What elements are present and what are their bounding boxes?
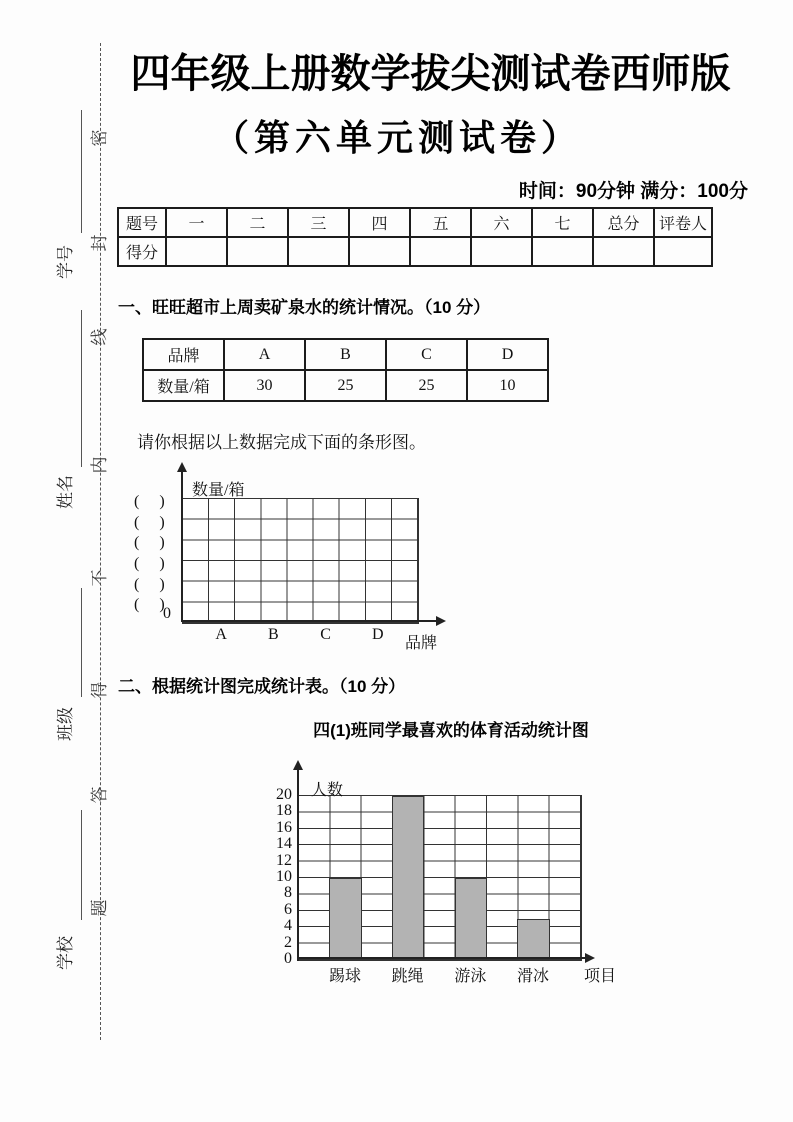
score-table (117, 207, 793, 267)
score-header-cell: 五 (410, 208, 471, 237)
chart1-ytick-placeholder: ( ) (134, 493, 167, 510)
score-table-header-row (118, 208, 793, 237)
score-input-cell (532, 237, 593, 266)
chart2-y-axis-label: 人数 (311, 782, 344, 799)
score-row-label-cell: 得分 (118, 237, 166, 266)
q1-table-quantity-row (143, 370, 548, 401)
q1-cell: 数量/箱 (143, 370, 224, 401)
chart1-x-arrow-icon (436, 616, 446, 626)
chart2-bar-2 (455, 878, 487, 960)
name-blank-line (81, 310, 82, 467)
score-header-cell: 总分 (593, 208, 654, 237)
chart1-ytick-placeholder: ( ) (134, 513, 167, 531)
score-input-cell (227, 237, 288, 266)
chart2-bar-0 (329, 878, 361, 960)
chart2-title: 四(1)班同学最喜欢的体育活动统计图 (313, 721, 589, 740)
chart1-x-axis-label: 品牌 (405, 635, 438, 652)
score-input-cell (410, 237, 471, 266)
chart2-ytick-label: 16 (276, 818, 292, 836)
chart2-ytick-label: 12 (276, 851, 292, 869)
question-1-heading: 一、旺旺超市上周卖矿泉水的统计情况。（10 分） (118, 298, 491, 317)
chart1-y-axis (181, 472, 183, 622)
chart1-category-label: D (372, 626, 384, 643)
q1-instruction: 请你根据以上数据完成下面的条形图。 (137, 433, 426, 452)
chart2-bar-1 (392, 796, 424, 960)
chart2-x-axis (297, 957, 587, 959)
chart1-category-label: C (320, 626, 331, 643)
score-input-cell (654, 237, 712, 266)
seal-char: 封 (90, 234, 109, 252)
chart1-ytick-placeholder: ( ) (134, 596, 167, 614)
q1-cell: 25 (386, 370, 467, 401)
seal-char: 得 (90, 681, 109, 699)
page-title: 四年级上册数学拔尖测试卷西师版 (130, 52, 731, 96)
chart2-category-label: 跳绳 (391, 968, 424, 985)
chart2-ytick-label: 20 (276, 786, 292, 803)
score-input-cell (288, 237, 349, 266)
score-header-cell: 六 (471, 208, 532, 237)
field-label-student-id: 学号 (56, 245, 75, 279)
chart2-ytick-label: 0 (284, 950, 292, 967)
chart2-y-arrow-icon (293, 760, 303, 770)
score-header-cell: 三 (288, 208, 349, 237)
chart2-x-axis-label: 项目 (584, 968, 617, 985)
chart2-ytick-label: 14 (276, 835, 292, 853)
field-label-school: 学校 (56, 936, 75, 970)
seal-char: 答 (90, 786, 109, 804)
chart1-ytick-placeholder: ( ) (134, 534, 167, 552)
score-input-cell (349, 237, 410, 266)
chart2-ytick-label: 10 (276, 868, 292, 885)
chart2-category-label: 滑冰 (516, 968, 549, 985)
score-input-cell (471, 237, 532, 266)
student-id-blank-line (81, 110, 82, 233)
school-blank-line (81, 810, 82, 920)
chart2-ytick-label: 8 (284, 884, 292, 902)
question-2-heading: 二、根据统计图完成统计表。（10 分） (118, 677, 406, 696)
score-header-cell: 一 (166, 208, 227, 237)
chart2-grid (298, 795, 582, 961)
seal-char: 题 (90, 899, 109, 917)
score-header-cell: 四 (349, 208, 410, 237)
chart1-category-label: B (268, 626, 279, 643)
chart2-ytick-label: 6 (284, 900, 292, 918)
score-header-cell: 评卷人 (654, 208, 712, 237)
score-header-cell: 题号 (118, 208, 166, 237)
q1-cell: 30 (224, 370, 305, 401)
chart1-y-arrow-icon (177, 462, 187, 472)
seal-dashed-line (100, 43, 101, 1040)
q1-cell: A (224, 339, 305, 370)
chart2-category-label: 游泳 (454, 968, 487, 985)
chart2-x-arrow-icon (585, 953, 595, 963)
score-header-cell: 七 (532, 208, 593, 237)
chart2-ytick-label: 4 (284, 917, 292, 935)
score-header-cell: 二 (227, 208, 288, 237)
seal-char: 密 (90, 129, 109, 147)
class-blank-line (81, 588, 82, 697)
q1-cell: 品牌 (143, 339, 224, 370)
score-table-score-row (118, 237, 793, 266)
q1-cell: C (386, 339, 467, 370)
seal-char: 内 (90, 456, 109, 474)
chart2-bar-3 (517, 919, 549, 960)
chart1-ytick-placeholder: ( ) (134, 575, 167, 593)
chart1-origin-label: 0 (163, 605, 171, 622)
exam-time-score-meta: 时间：90分钟 满分：100分 (518, 181, 748, 202)
chart1-ytick-placeholder: ( ) (134, 555, 167, 572)
chart2-category-label: 踢球 (328, 968, 361, 985)
chart1-category-label: A (215, 626, 227, 643)
field-label-name: 姓名 (56, 475, 75, 509)
q1-cell: B (305, 339, 386, 370)
chart2-ytick-label: 2 (284, 933, 292, 951)
chart2-y-axis (297, 770, 299, 961)
q1-cell: D (467, 339, 548, 370)
page-subtitle: （第六单元测试卷） (212, 117, 582, 158)
chart1-x-axis (181, 620, 438, 622)
chart2-ytick-label: 18 (276, 802, 292, 820)
q1-cell: 10 (467, 370, 548, 401)
seal-char: 不 (90, 569, 109, 587)
chart1-y-axis-label: 数量/箱 (192, 482, 245, 499)
chart1-empty-grid (182, 498, 419, 624)
score-input-cell (593, 237, 654, 266)
q1-table-brand-row (143, 339, 548, 370)
score-input-cell (166, 237, 227, 266)
q1-cell: 25 (305, 370, 386, 401)
q1-data-table (142, 338, 549, 402)
seal-char: 线 (90, 328, 109, 346)
field-label-class: 班级 (56, 707, 75, 741)
